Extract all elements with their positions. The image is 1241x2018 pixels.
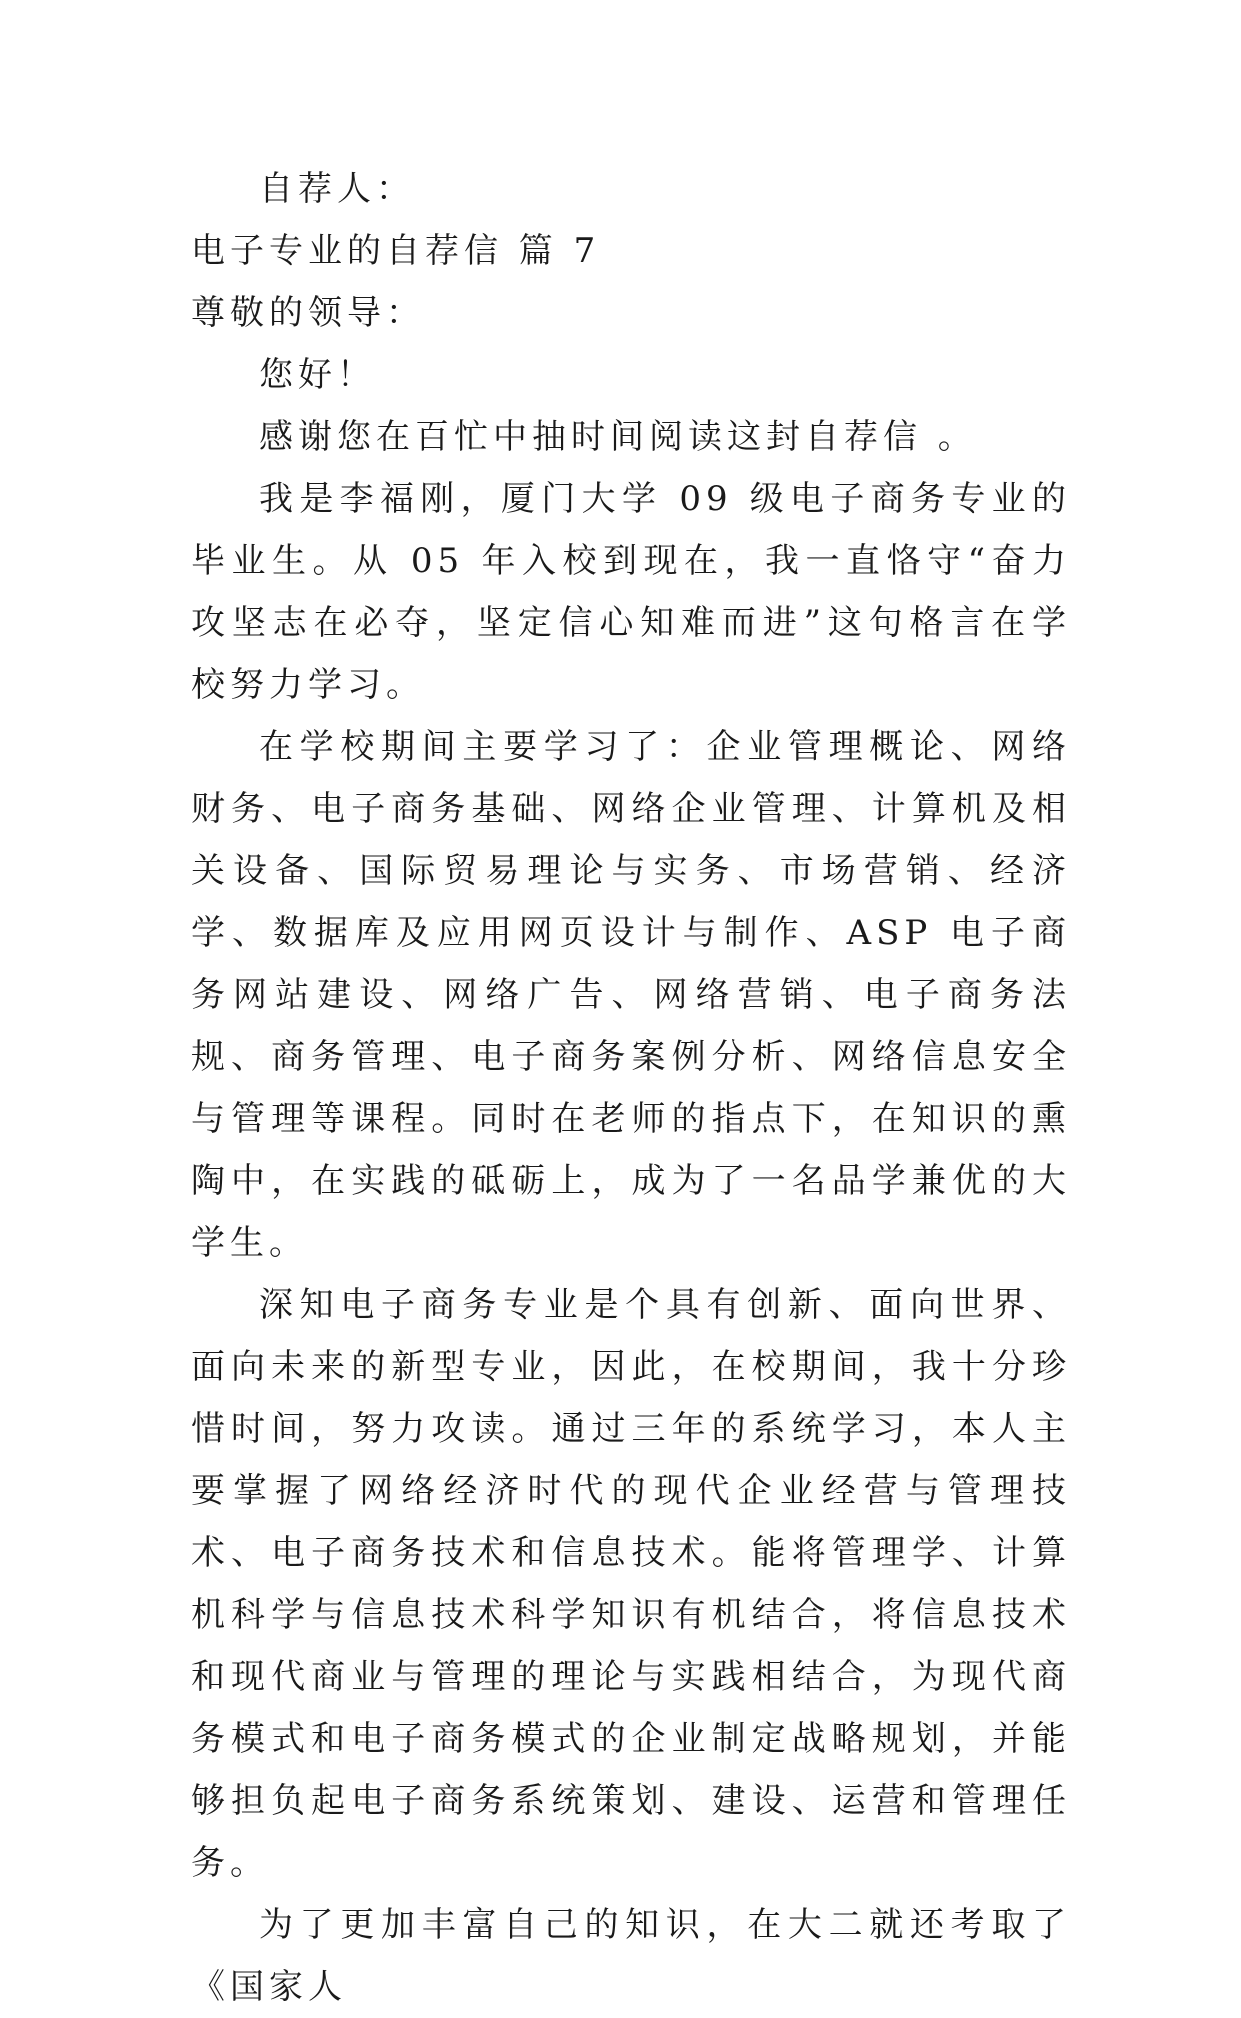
paragraph-major: 深知电子商务专业是个具有创新、面向世界、面向未来的新型专业，因此，在校期间，我十分珍惜时间，努力攻读。通过三年的系统学习，本人主要掌握了网络经济时代的现代企业经营与管理技术、电子商务技术和信息技术。能将管理学、计算机科学与信息技术科学知识有机结合，将信息技术和现代商业与管理的理论与实践相结合，为现代商务模式和电子商务模式的企业制定战略规划，并能够担负起电子商务系统策划、建设、运营和管理任务。 — [191, 1285, 1071, 1883]
paragraph-courses: 在学校期间主要学习了：企业管理概论、网络财务、电子商务基础、网络企业管理、计算机及相关设备、国际贸易理论与实务、市场营销、经济学、数据库及应用网页设计与制作、ASP 电子商务网站建设、网络广告、网络营销、电子商务法规、商务管理、电子商务案例分析、网络信息安全与管理等课程。同时在老师的指点下，在知识的熏陶中，在实践的砥砺上，成为了一名品学兼优的大学生。 — [191, 727, 1071, 1263]
letter-heading: 电子专业的自荐信 篇 7 — [191, 231, 601, 271]
salutation: 尊敬的领导： — [191, 293, 425, 333]
paragraph-introduction: 我是李福刚，厦门大学 09 级电子商务专业的毕业生。从 05 年入校到现在，我一直恪守“奋力攻坚志在必夺，坚定信心知难而进”这句格言在学校努力学习。 — [191, 479, 1071, 705]
paragraph-thanks: 感谢您在百忙中抽时间阅读这封自荐信 。 — [259, 417, 977, 457]
greeting: 您好！ — [259, 355, 376, 395]
paragraph-certificate: 为了更加丰富自己的知识，在大二就还考取了《国家人 — [191, 1905, 1071, 2007]
signature-line: 自荐人： — [259, 169, 415, 209]
letter-body — [191, 158, 1071, 2018]
